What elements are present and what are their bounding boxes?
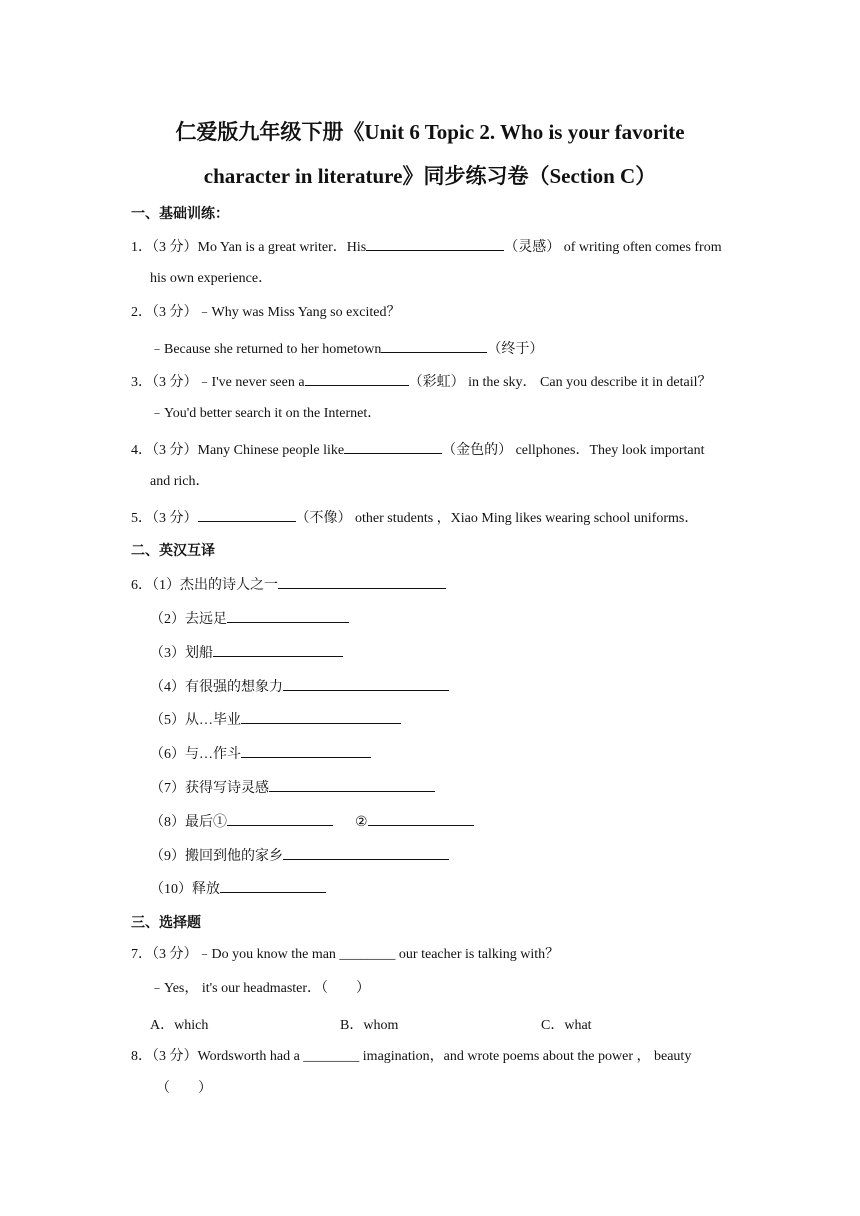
question-7-response: ﹣Yes， it's our headmaster．（ ） [150,981,371,996]
translation-prompt: （3）划船 [150,646,213,661]
translation-prompt: （2）去远足 [150,612,227,627]
question-2: 2．（3 分）﹣Why was Miss Yang so excited？ [131,305,401,320]
question-2-hint: （终于） [487,342,544,357]
question-3 [131,371,711,392]
circled-number-2: ② [355,815,368,830]
answer-blank[interactable] [368,811,474,826]
section-heading-translation: 二、英汉互译 [131,544,215,559]
question-7: 7．（3 分）﹣Do you know the man ________ our teacher is talking with？ [131,947,560,962]
question-2-response [150,338,543,359]
question-6-item-7 [150,777,435,798]
question-6-item-9 [150,845,449,866]
question-4-hint: （金色的） cellphones．They look important [442,443,705,458]
question-3-text: 3．（3 分）﹣I've never seen a [131,375,305,390]
question-3-response: ﹣You'd better search it on the Internet． [150,406,382,421]
question-6-item-10 [150,878,326,899]
question-6-number: 6． [131,578,152,593]
answer-blank[interactable] [241,709,401,724]
question-8-answer-paren: （ ） [156,1081,212,1096]
translation-prompt: （5）从…毕业 [150,713,241,728]
question-4-continuation: and rich． [150,474,210,489]
translation-prompt: （4）有很强的想象力 [150,680,283,695]
translation-prompt: （7）获得写诗灵感 [150,781,269,796]
question-6-item-6 [150,743,371,764]
translation-prompt: （1）杰出的诗人之一 [152,578,278,593]
question-6-item-8 [150,811,474,832]
answer-blank[interactable] [283,845,449,860]
question-1-hint: （灵感） of writing often comes from [504,240,722,255]
question-6-item-5 [150,709,401,730]
section-heading-basic: 一、基础训练： [131,207,229,222]
question-6-item-3 [150,642,343,663]
translation-prompt: （9）搬回到他的家乡 [150,849,283,864]
section-heading-multiple-choice: 三、选择题 [131,916,201,931]
question-4-text: 4．（3 分）Many Chinese people like [131,443,345,458]
question-2-response-text: ﹣Because she returned to her hometown [150,342,382,357]
answer-blank[interactable] [241,743,371,758]
answer-blank[interactable] [227,811,333,826]
page-title-line1: 仁爱版九年级下册《Unit 6 Topic 2. Who is your favorite [175,120,685,144]
question-4 [131,439,705,460]
answer-blank[interactable] [269,777,435,792]
answer-blank[interactable] [198,507,296,522]
option-c[interactable]: C．what [541,1018,592,1033]
question-6-item-1 [131,574,446,595]
translation-prompt: （10）释放 [150,882,220,897]
translation-prompt: （8）最后① [150,815,227,830]
option-b[interactable]: B．whom [340,1018,399,1033]
translation-prompt: （6）与…作斗 [150,747,241,762]
question-6-item-4 [150,676,449,697]
answer-blank[interactable] [305,371,409,386]
question-1 [131,236,722,257]
answer-blank[interactable] [278,574,446,589]
answer-blank[interactable] [381,338,487,353]
answer-blank[interactable] [344,439,442,454]
question-1-text: 1．（3 分）Mo Yan is a great writer．His [131,240,367,255]
question-5 [131,507,698,528]
answer-blank[interactable] [213,642,343,657]
question-5-hint: （不像） other students ，Xiao Ming likes wearing school uniforms． [295,511,699,526]
answer-blank[interactable] [220,878,326,893]
answer-blank[interactable] [283,676,449,691]
question-8: 8．（3 分）Wordsworth had a ________ imagination，and wrote poems about the power ， beauty [131,1049,692,1064]
question-3-hint: （彩虹） in the sky． Can you describe it in detail？ [408,375,712,390]
question-1-continuation: his own experience． [150,271,273,286]
answer-blank[interactable] [366,236,504,251]
answer-blank[interactable] [227,608,349,623]
question-5-text: 5．（3 分） [131,511,198,526]
option-a[interactable]: A．which [150,1018,209,1033]
question-6-item-2 [150,608,349,629]
page-title-line2: character in literature》同步练习卷（Section C） [203,164,657,188]
